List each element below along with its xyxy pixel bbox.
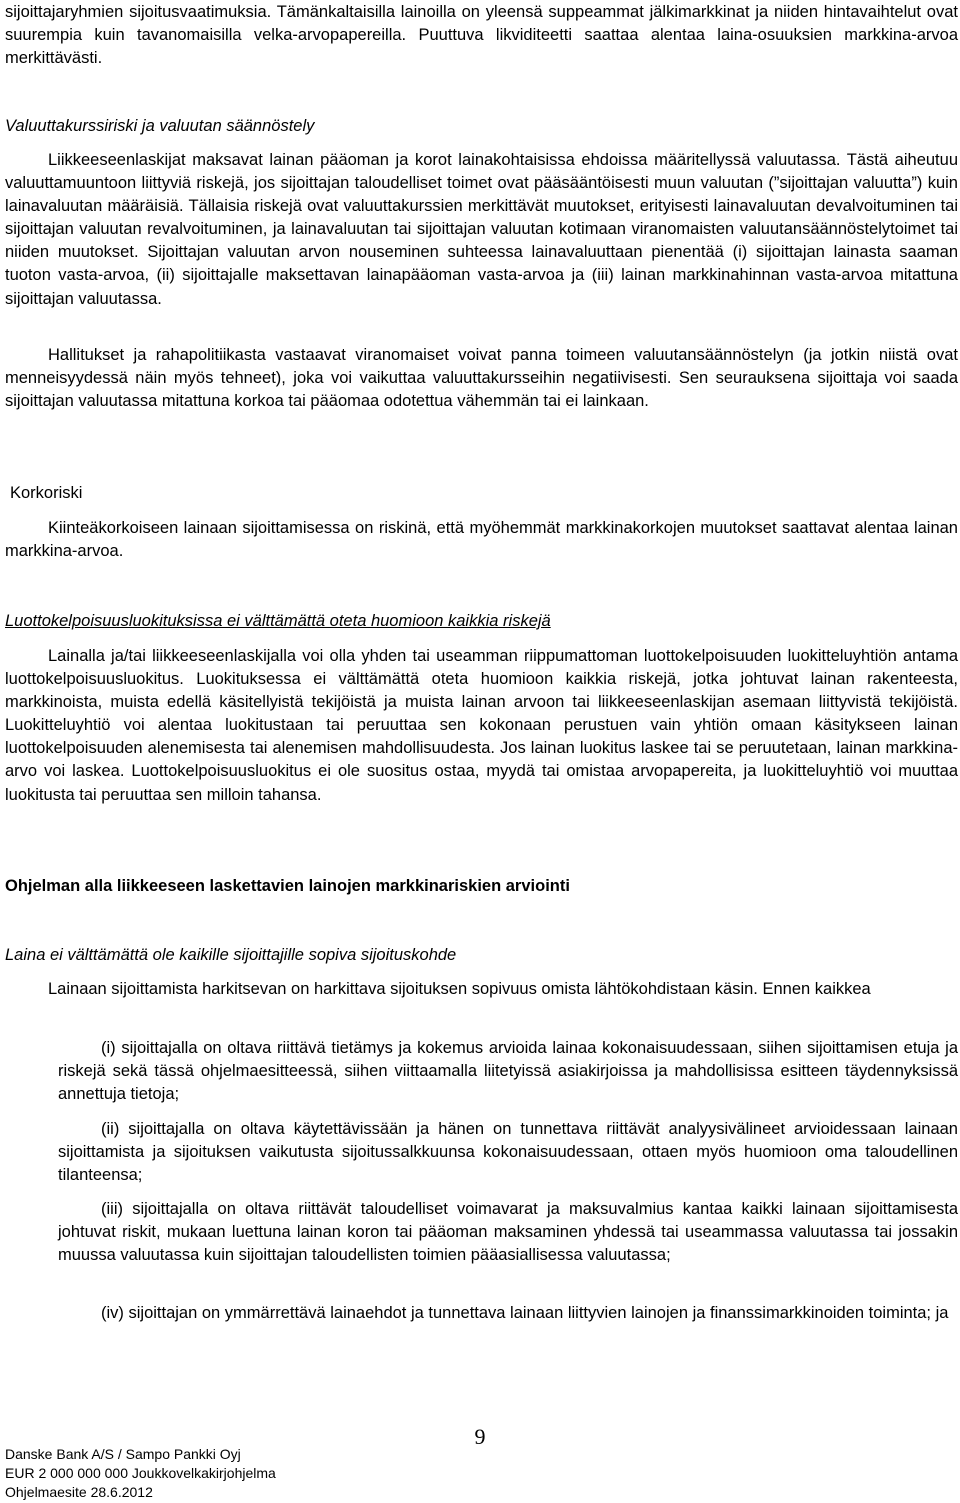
- paragraph-interest-rate-risk: Kiinteäkorkoiseen lainaan sijoittamisessa on riskinä, että myöhemmät markkinakorkojen muutokset saattavat alentaa lainan markkina-arvoa.: [5, 519, 958, 561]
- paragraph-liquidity: sijoittajaryhmien sijoitusvaatimuksia. Tämänkaltaisilla lainoilla on yleensä suppeammat jälkimarkkinat ja niiden hintavaihtelut ovat suurempia kuin tavanomaisilla velka-arvopapereilla. Puuttuva likviditeetti saattaa alentaa laina-osuuksien markkina-arvoa merkittävästi.: [5, 3, 958, 68]
- heading-currency-risk: Valuuttakurssiriski ja valuutan säännöstely: [5, 117, 315, 135]
- paragraph-credit-rating: Lainalla ja/tai liikkeeseenlaskijalla voi olla yhden tai useamman riippumattoman luottokelpoisuuden luokitteluyhtiön antama luottokelpoisuusluokitus. Luokituksessa ei välttämättä oteta huomioon kaikkia riskejä, jotka johtuvat lainan rakenteesta, markkinoista, muista edellä käsitellyistä tekijöistä ja muista lainan arvoon tai liikkeeseenlaskijan asemaan liittyvistä tekijöistä. Luokitteluyhtiö voi alentaa luokitustaan tai peruuttaa sen kokonaan perustuen vain yhtiön omaan käsitykseen lainan luottokelpoisuuden alenemisesta tai alenemisen mahdollisuudesta. Jos lainan luokitus laskee tai se peruutetaan, lainan markkina-arvo voi laskea. Luottokelpoisuusluokitus ei ole suositus ostaa, myydä tai omistaa arvopapereita, ja luokitteluyhtiö voi muuttaa luokitusta tai peruuttaa sen milloin tahansa.: [5, 647, 958, 804]
- footer-program: EUR 2 000 000 000 Joukkovelkakirjohjelma: [5, 1465, 276, 1481]
- heading-market-risk-assessment: Ohjelman alla liikkeeseen laskettavien lainojen markkinariskien arviointi: [5, 877, 570, 895]
- page-number: 9: [474, 1424, 486, 1449]
- heading-credit-rating: Luottokelpoisuusluokituksissa ei välttämättä oteta huomioon kaikkia riskejä: [5, 612, 551, 630]
- paragraph-suitability: Lainaan sijoittamista harkitsevan on harkittava sijoituksen sopivuus omista lähtökohdistaan käsin. Ennen kaikkea: [48, 980, 871, 998]
- heading-suitability: Laina ei välttämättä ole kaikille sijoittajille sopiva sijoituskohde: [5, 946, 457, 964]
- list-item-ii: (ii) sijoittajalla on oltava käytettävissään ja hänen on tunnettava riittävät analyysivälineet arvioidessaan lainaan sijoittamista ja sijoituksen vaikutusta sijoitussalkkuunsa kokonaisuudessaan, ottaen myös huomioon oma taloudellinen tilanteensa;: [58, 1120, 958, 1185]
- paragraph-currency-risk-2: Hallitukset ja rahapolitiikasta vastaavat viranomaiset voivat panna toimeen valuutansäännöstelyn (ja jotkin niistä ovat menneisyydessä näin myös tehneet), joka voi vaikuttaa valuuttakursseihin negatiivisesti. Sen seurauksena sijoittaja voi saada sijoittajan valuutassa mitattuna korkoa tai pääomaa odotettua vähemmän tai ei lainkaan.: [5, 346, 958, 411]
- paragraph-currency-risk-1: Liikkeeseenlaskijat maksavat lainan pääoman ja korot lainakohtaisissa ehdoissa määritellyssä valuutassa. Tästä aiheutuu valuuttamuuntoon liittyviä riskejä, jos sijoittajan taloudelliset toimet ovat pääsääntöisesti muun valuutan (”sijoittajan valuutta”) kuin lainavaluutan määräisiä. Tällaisia riskejä ovat valuuttakurssien merkittävät muutokset, erityisesti lainavaluutan devalvoituminen tai sijoittajan valuutan revalvoituminen, ja lainavaluutan tai sijoittajan valuutan kotimaan viranomaisten valuutansäännöstelytoimet tai niiden muutokset. Sijoittajan valuutan arvon nouseminen suhteessa lainavaluuttaan pienentää (i) sijoittajan lainasta saaman tuoton vasta-arvoa, (ii) sijoittajalle maksettavan lainapääoman vasta-arvoa ja (iii) lainan markkinahinnan vasta-arvoa mitattuna sijoittajan valuutassa.: [5, 151, 958, 308]
- page-footer: [5, 1445, 276, 1502]
- footer-date: Ohjelmaesite 28.6.2012: [5, 1484, 153, 1500]
- list-item-iv: (iv) sijoittajan on ymmärrettävä lainaehdot ja tunnettava lainaan liittyvien lainojen ja finanssimarkkinoiden toiminta; ja: [101, 1304, 949, 1322]
- list-item-iii: (iii) sijoittajalla on oltava riittävät taloudelliset voimavarat ja maksuvalmius kantaa kaikki lainaan sijoittamisesta johtuvat riskit, mukaan luettuna lainan koron tai pääoman maksaminen yhdessä tai useammassa valuutassa tai jossakin muussa valuutassa kuin sijoittajan taloudellisten toimien pääasiallisessa valuutassa;: [58, 1200, 958, 1265]
- heading-interest-rate-risk: Korkoriski: [10, 484, 83, 502]
- footer-issuer: Danske Bank A/S / Sampo Pankki Oyj: [5, 1446, 241, 1462]
- list-item-i: (i) sijoittajalla on oltava riittävä tietämys ja kokemus arvioida lainaa kokonaisuudessaan, siihen sijoittamisen etuja ja riskejä sekä tässä ohjelmaesitteessä, siihen viittaamalla liitetyissä asiakirjoissa ja mahdollisissa esitteen täydennyksissä annettuja tietoja;: [58, 1039, 958, 1104]
